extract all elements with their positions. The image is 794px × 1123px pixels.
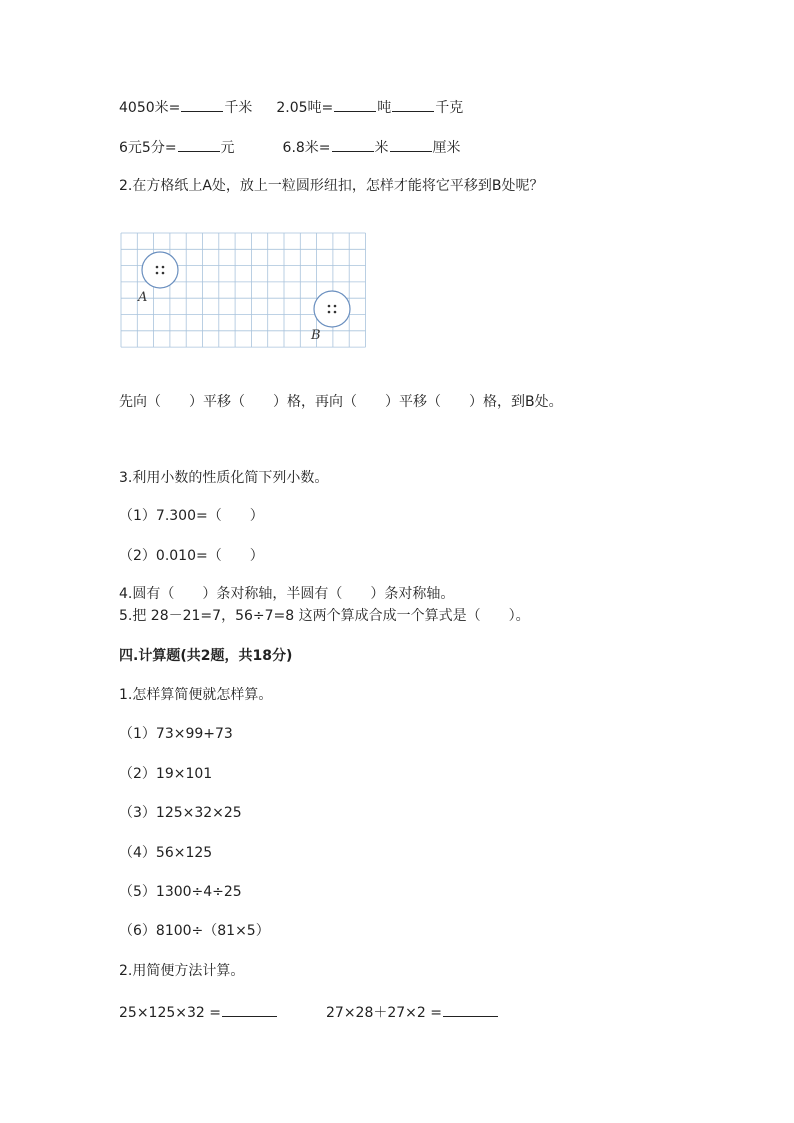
answer-blank[interactable] — [334, 96, 376, 112]
question-5-text: 5.把 28－21=7，56÷7=8 这两个算成合成一个算式是（ ）。 — [119, 608, 530, 624]
section-4-title: 四.计算题(共2题，共18分) — [119, 648, 293, 664]
button-hole — [334, 305, 337, 308]
conversion-prefix: 6元5分= — [119, 140, 177, 156]
answer-blank[interactable] — [390, 136, 432, 152]
question-4-text: 4.圆有（ ）条对称轴，半圆有（ ）条对称轴。 — [119, 586, 455, 602]
button-hole — [162, 266, 165, 269]
grid-paper-figure — [120, 232, 372, 350]
conversion-prefix: 2.05吨= — [276, 100, 334, 116]
calc-question-2-expressions — [119, 1001, 499, 1023]
conversion-unit: 厘米 — [432, 140, 461, 156]
question-2-answer: 先向（ ）平移（ ）格，再向（ ）平移（ ）格，到B处。 — [119, 394, 563, 410]
label-b: B — [311, 328, 321, 343]
conversion-unit: 米 — [374, 140, 389, 156]
answer-blank[interactable] — [443, 1001, 498, 1017]
button-a-circle — [142, 252, 178, 288]
button-b — [314, 291, 350, 327]
question-3-item: （2）0.010=（ ） — [119, 548, 264, 564]
conversion-row-2 — [119, 136, 461, 158]
conversion-unit: 元 — [220, 140, 235, 156]
conversion-row-1 — [119, 96, 463, 118]
answer-blank[interactable] — [332, 136, 374, 152]
button-b-circle — [314, 291, 350, 327]
expression-1: 25×125×32 = — [119, 1005, 221, 1021]
conversion-prefix: 4050米= — [119, 100, 181, 116]
answer-blank[interactable] — [178, 136, 220, 152]
button-hole — [156, 266, 159, 269]
calc-question-1-text: 1.怎样算简便就怎样算。 — [119, 687, 273, 703]
button-hole — [328, 311, 331, 314]
question-3-text: 3.利用小数的性质化简下列小数。 — [119, 470, 329, 486]
calc-item: （3）125×32×25 — [119, 805, 242, 821]
calc-item: （4）56×125 — [119, 845, 213, 861]
calc-item: （1）73×99+73 — [119, 726, 233, 742]
answer-blank[interactable] — [392, 96, 434, 112]
calc-item: （6）8100÷（81×5） — [119, 923, 270, 939]
conversion-unit: 吨 — [377, 100, 392, 116]
button-hole — [328, 305, 331, 308]
answer-blank[interactable] — [222, 1001, 277, 1017]
calc-item: （2）19×101 — [119, 766, 213, 782]
conversion-unit: 千克 — [435, 100, 464, 116]
button-hole — [334, 311, 337, 314]
grid-lines — [121, 233, 366, 347]
label-a: A — [138, 290, 148, 305]
calc-question-2-text: 2.用简便方法计算。 — [119, 963, 245, 979]
question-3-item: （1）7.300=（ ） — [119, 508, 264, 524]
expression-2: 27×28＋27×2 = — [326, 1005, 442, 1021]
answer-blank[interactable] — [181, 96, 223, 112]
calc-item: （5）1300÷4÷25 — [119, 884, 242, 900]
button-hole — [162, 272, 165, 275]
conversion-prefix: 6.8米= — [282, 140, 331, 156]
conversion-unit: 千米 — [224, 100, 253, 116]
button-a — [142, 252, 178, 288]
question-2-text: 2.在方格纸上A处，放上一粒圆形纽扣，怎样才能将它平移到B处呢？ — [119, 178, 544, 194]
button-hole — [156, 272, 159, 275]
